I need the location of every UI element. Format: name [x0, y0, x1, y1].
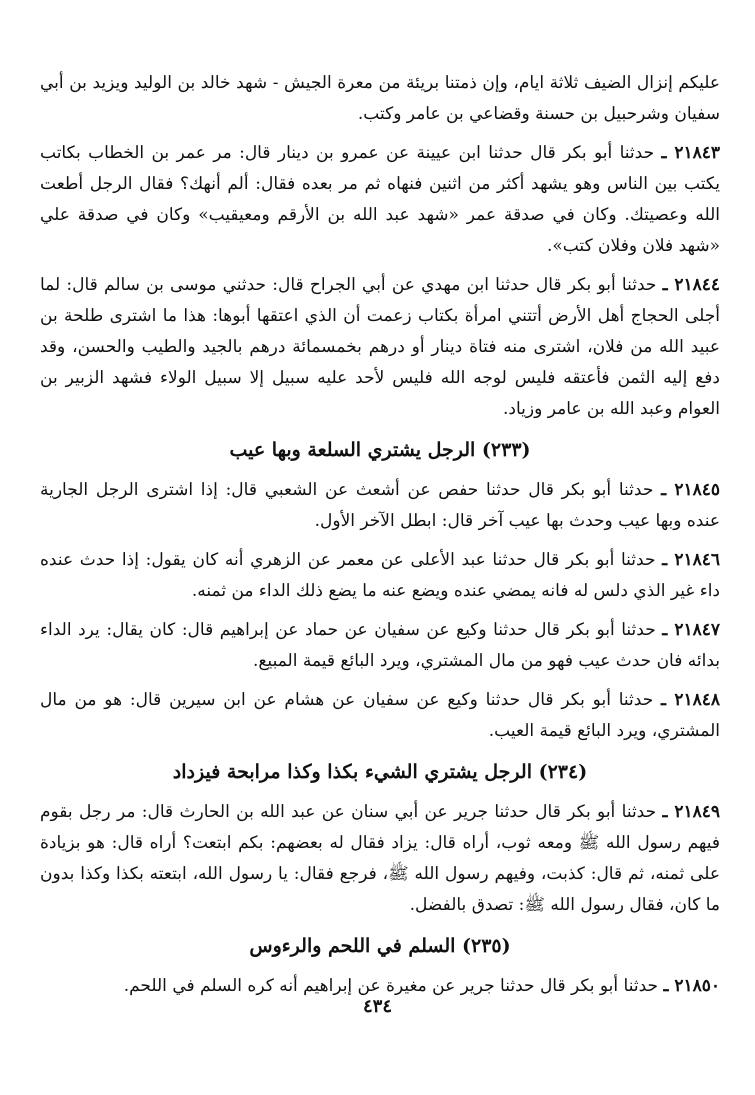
document-page: [40, 68, 720, 1010]
paragraph-text: حدثنا أبو بكر قال حدثنا حفص عن أشعث عن الشعبي قال: إذا اشترى الرجل الجارية عنده وبها عيب وحدث بها عيب آخر قال: ابطل الآخر الأول.: [40, 480, 720, 531]
hadith-number: ٢١٨٤٣ ـ: [661, 143, 720, 163]
paragraph-21849: [40, 797, 720, 921]
paragraph-text: حدثنا أبو بكر قال حدثنا ابن مهدي عن أبي الجراح قال: حدثني موسى بن سالم قال: لما أجلى الحجاج أهل الأرض أتتني امرأة بكتاب زعمت أن الذي اعتقها أبوها: هذا ما اشترى طلحة بن عبيد الله من فلان، اشترى منه فتاة دينار أو درهم بخمسمائة درهم بالجيد والطيب والحسن، وقد دفع إليه الثمن فأعتقه فليس لوجه الله فليس لأحد عليه سبيل إلا سبيل الولاء فشهد الزبير بن العوام وعبد الله بن عامر وزياد.: [40, 275, 720, 419]
paragraph-21846: [40, 545, 720, 607]
paragraph-21848: [40, 685, 720, 747]
paragraph-21843: [40, 138, 720, 262]
hadith-number: ٢١٨٤٤ ـ: [662, 275, 721, 295]
hadith-number: ٢١٨٤٨ ـ: [661, 690, 720, 710]
hadith-number: ٢١٨٥٠ ـ: [663, 976, 720, 996]
paragraph-text: حدثنا أبو بكر قال حدثنا ابن عيينة عن عمرو بن دينار قال: مر عمر بن الخطاب بكاتب يكتب بين الناس وهو يشهد أكثر من اثنين فنهاه ثم مر بعده فقال: ألم أنهك؟ فقال الرجل أطعت الله وعصيتك. وكان في صدقة عمر «شهد عبد الله بن الأرقم ومعيقيب» وكان في صدقة علي «شهد فلان وفلان كتب».: [40, 143, 720, 256]
paragraph-continuation: [40, 68, 720, 130]
paragraph-text: عليكم إنزال الضيف ثلاثة ايام، وإن ذمتنا بريئة من معرة الجيش - شهد خالد بن الوليد ويزيد بن أبي سفيان وشرحبيل بن حسنة وقضاعي بن عامر وكتب.: [40, 73, 720, 124]
paragraph-text: حدثنا أبو بكر قال حدثنا عبد الأعلى عن معمر عن الزهري أنه كان يقول: إذا حدث عنده داء غير الذي دلس له فانه يمضي عنده ويضع عنه ما يضع ذلك الداء من ثمنه.: [40, 550, 720, 601]
paragraph-21845: [40, 475, 720, 537]
paragraph-21844: [40, 270, 720, 425]
hadith-number: ٢١٨٤٥ ـ: [661, 480, 720, 500]
section-heading-234: (٢٣٤) الرجل يشتري الشيء بكذا وكذا مرابحة فيزداد: [172, 761, 588, 783]
hadith-number: ٢١٨٤٦ ـ: [662, 550, 720, 570]
paragraph-21847: [40, 615, 720, 677]
paragraph-text: حدثنا أبو بكر قال حدثنا وكيع عن سفيان عن حماد عن إبراهيم قال: كان يقال: يرد الداء بدائه فان حدث عيب فهو من مال المشتري، ويرد البائع قيمة المبيع.: [40, 620, 720, 671]
page-number: ٤٣٤: [362, 996, 392, 1017]
paragraph-text: حدثنا أبو بكر قال حدثنا وكيع عن سفيان عن هشام عن ابن سيرين قال: هو من مال المشتري، ويرد البائع قيمة العيب.: [40, 690, 720, 741]
section-heading-235: (٢٣٥) السلم في اللحم والرءوس: [249, 935, 511, 957]
section-heading-233: (٢٣٣) الرجل يشتري السلعة وبها عيب: [229, 439, 531, 461]
hadith-number: ٢١٨٤٧ ـ: [662, 620, 720, 640]
paragraph-text: حدثنا أبو بكر قال حدثنا جرير عن مغيرة عن إبراهيم أنه كره السلم في اللحم.: [123, 976, 659, 996]
hadith-number: ٢١٨٤٩ ـ: [662, 802, 720, 822]
paragraph-text: حدثنا أبو بكر قال حدثنا جرير عن أبي سنان عن عبد الله بن الحارث قال: مر رجل بقوم فيهم رسول الله ﷺ ومعه ثوب، أراه قال: يزاد فقال له بعضهم: بكم ابتعت؟ أراه قال: هو بزيادة على ثمنه، ثم قال: كذبت، وفيهم رسول الله ﷺ، فرجع فقال: يا رسول الله، ابتعته بكذا وكذا بدون ما كان، فقال رسول الله ﷺ: تصدق بالفضل.: [40, 802, 720, 915]
